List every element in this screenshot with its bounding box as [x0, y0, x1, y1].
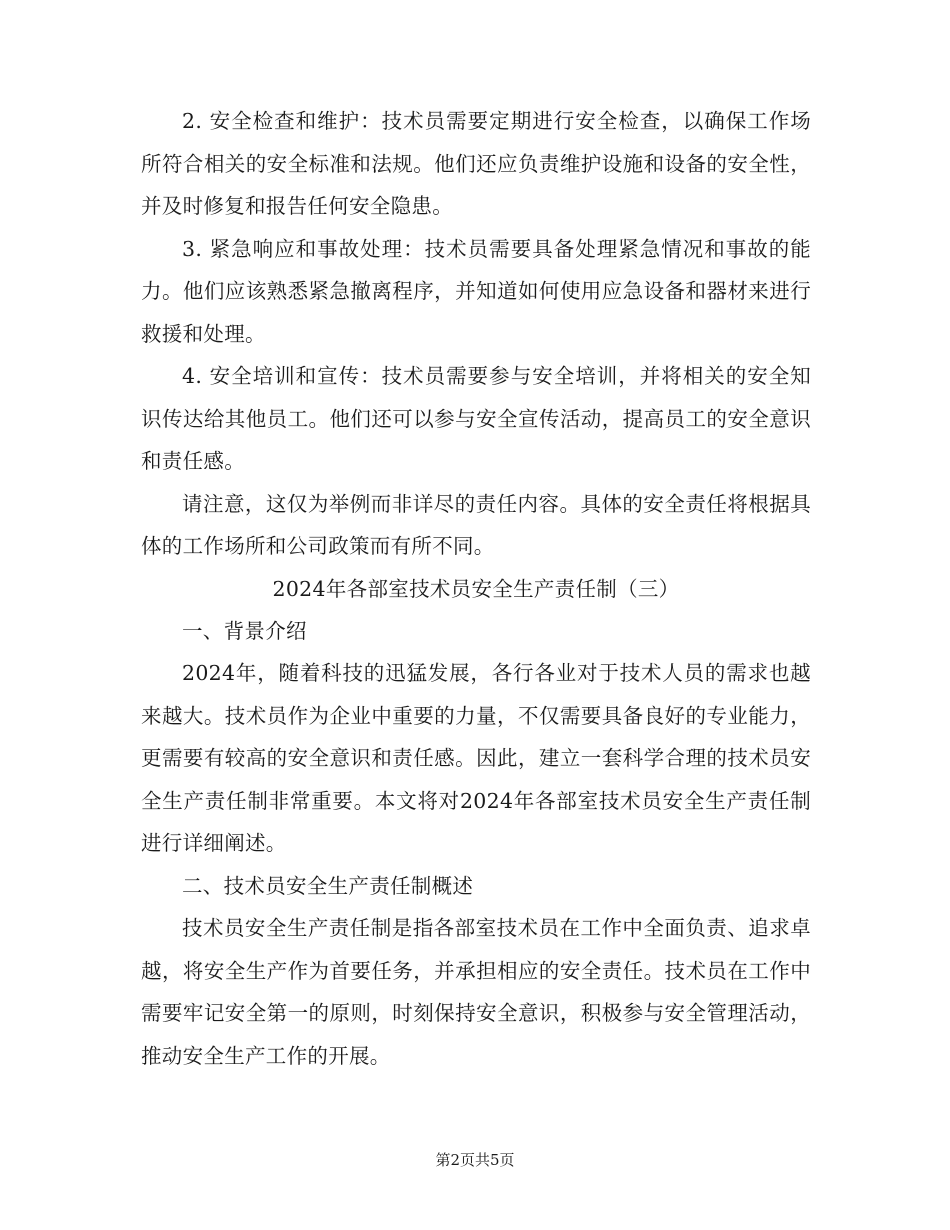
paragraph-item-2: 2. 安全检查和维护：技术员需要定期进行安全检查，以确保工作场所符合相关的安全标准和法规。他们还应负责维护设施和设备的安全性，并及时修复和报告任何安全隐患。 — [141, 109, 811, 218]
subheading-background: 一、背景介绍 — [182, 618, 307, 643]
paragraph-note: 请注意，这仅为举例而非详尽的责任内容。具体的安全责任将根据具体的工作场所和公司政策而有所不同。 — [141, 491, 811, 558]
subheading-overview: 二、技术员安全生产责任制概述 — [182, 873, 474, 898]
paragraph-overview: 技术员安全生产责任制是指各部室技术员在工作中全面负责、追求卓越，将安全生产作为首要任务，并承担相应的安全责任。技术员在工作中需要牢记安全第一的原则，时刻保持安全意识，积极参与安全管理活动，推动安全生产工作的开展。 — [141, 916, 811, 1068]
paragraph-background: 2024年，随着科技的迅猛发展，各行各业对于技术人员的需求也越来越大。技术员作为企业中重要的力量，不仅需要具备良好的专业能力，更需要有较高的安全意识和责任感。因此，建立一套科学合理的技术员安全生产责任制非常重要。本文将对2024年各部室技术员安全生产责任制进行详细阐述。 — [141, 661, 811, 855]
document-body — [141, 100, 811, 1077]
paragraph-item-4: 4. 安全培训和宣传：技术员需要参与安全培训，并将相关的安全知识传达给其他员工。他们还可以参与安全宣传活动，提高员工的安全意识和责任感。 — [141, 364, 811, 473]
paragraph-item-3: 3. 紧急响应和事故处理：技术员需要具备处理紧急情况和事故的能力。他们应该熟悉紧急撤离程序，并知道如何使用应急设备和器材来进行救援和处理。 — [141, 236, 811, 346]
section-title: 2024年各部室技术员安全生产责任制（三） — [272, 576, 680, 601]
page-number: 第2页共5页 — [435, 1151, 515, 1169]
